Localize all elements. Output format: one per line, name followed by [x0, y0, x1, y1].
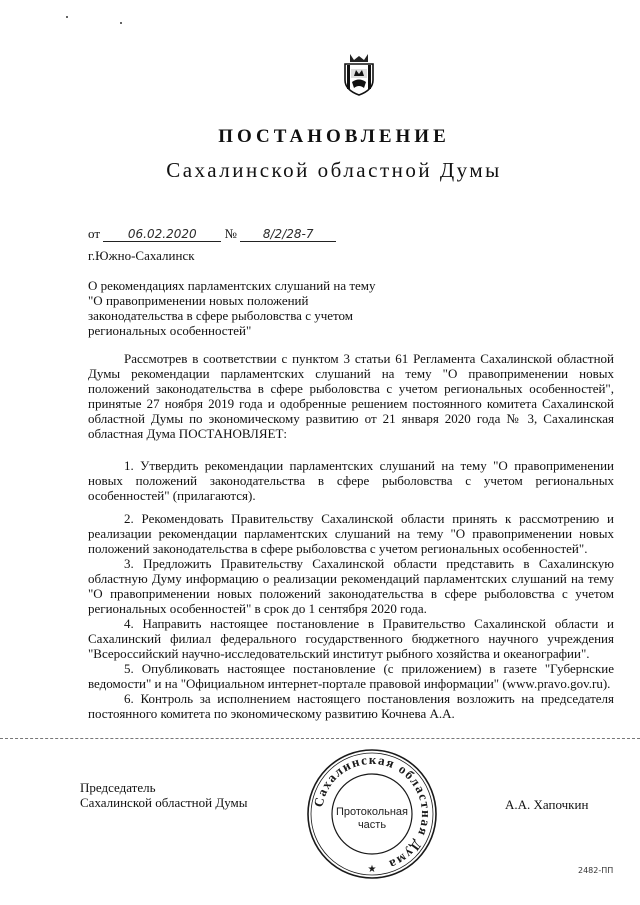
stamp-inner-text — [334, 806, 410, 832]
stamp-inner-line: Протокольная — [335, 806, 409, 818]
resolution-item: 5. Опубликовать настоящее постановление (с приложением) в газете "Губернские ведомости" и на "Официальном интернет-портале правовой информации" (www.pravo.gov.ru). — [88, 661, 614, 691]
document-title: ПОСТАНОВЛЕНИЕ — [218, 126, 450, 147]
handwritten-number: 8/2/28-7 — [240, 227, 336, 242]
coat-of-arms-emblem — [342, 52, 376, 96]
resolution-item: 1. Утвердить рекомендации парламентских слушаний на тему "О правоприменении новых положений законодательства в сфере рыболовства с учетом региональных особенностей" (прилагаются). — [88, 458, 614, 503]
handwritten-date: 06.02.2020 — [103, 227, 221, 242]
scan-artifact-divider — [0, 738, 640, 739]
city-line: г.Южно-Сахалинск — [88, 248, 195, 263]
resolution-item: 2. Рекомендовать Правительству Сахалинской области принять к рассмотрению и реализации рекомендации парламентских слушаний на тему "О правоприменении новых положений законодательства в сфере рыболовства с учетом региональных особенностей". — [88, 511, 614, 556]
subject-heading: О рекомендациях парламентских слушаний на тему "О правоприменении новых положений законодательства в сфере рыболовства с учетом региональных особенностей" — [88, 278, 376, 338]
date-prefix: от — [88, 226, 101, 241]
signer-position-line: Сахалинской областной Думы — [80, 795, 248, 810]
resolution-item: 6. Контроль за исполнением настоящего постановления возложить на председателя постоянного комитета по экономическому развитию Кочнева А.А. — [88, 691, 614, 721]
scan-speck — [66, 16, 68, 18]
resolution-item: 3. Предложить Правительству Сахалинской области представить в Сахалинскую областную Думу информацию о реализации рекомендаций парламентских слушаний на тему "О правоприменении новых положений законодательства в сфере рыболовства с учетом региональных особенностей" в срок до 1 сентября 2020 года. — [88, 556, 614, 616]
date-number-line — [88, 226, 336, 242]
document-code: 2482-ПП — [578, 866, 614, 875]
number-prefix: № — [224, 226, 237, 241]
scan-speck — [120, 22, 122, 24]
svg-text:★: ★ — [367, 864, 377, 875]
signer-position-line: Председатель — [80, 780, 156, 795]
signer-position — [80, 780, 248, 810]
stamp-ring-text: Сахалинская областная Дума — [310, 751, 435, 873]
stamp-inner-line: часть — [357, 819, 387, 831]
preamble-paragraph: Рассмотрев в соответствии с пунктом 3 статьи 61 Регламента Сахалинской областной Думы рекомендации парламентских слушаний на тему "О правоприменении новых положений законодательства в сфере рыболовства с учетом региональных особенностей", принятые 27 ноября 2019 года и одобренные решением постоянного комитета Сахалинской областной Думы по экономическому развитию от 21 января 2020 года № 3, Сахалинская областная Дума ПОСТАНОВЛЯЕТ: — [88, 351, 614, 441]
issuing-body: Сахалинской областной Думы — [166, 158, 502, 182]
resolution-item: 4. Направить настоящее постановление в Правительство Сахалинской области и Сахалинский филиал федерального государственного бюджетного научного учреждения "Всероссийский научно-исследовательский институт рыбного хозяйства и океанографии". — [88, 616, 614, 661]
signer-name: А.А. Хапочкин — [505, 797, 589, 812]
resolution-items — [88, 458, 614, 721]
